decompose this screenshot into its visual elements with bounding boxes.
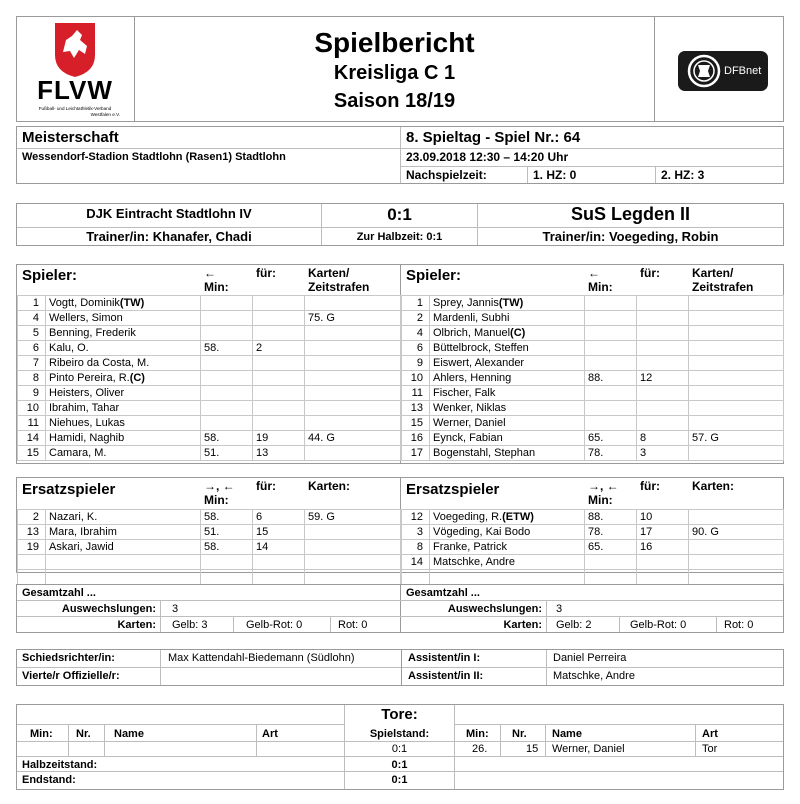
player-card: 44. G xyxy=(305,431,401,446)
away-subs-fuer-label: für: xyxy=(640,479,660,493)
flvw-logo xyxy=(30,20,120,120)
player-number: 10 xyxy=(18,401,46,416)
player-number: 6 xyxy=(402,341,430,356)
player-number: 1 xyxy=(18,296,46,311)
player-sub-minute xyxy=(201,326,253,341)
away-subs-min-label: Min: xyxy=(588,493,613,507)
player-card xyxy=(305,296,401,311)
player-number: 8 xyxy=(18,371,46,386)
player-number: 11 xyxy=(402,386,430,401)
player-card xyxy=(305,386,401,401)
player-row xyxy=(18,555,401,570)
home-subs-total-label: Auswechslungen: xyxy=(61,603,156,615)
dfb-emblem-icon xyxy=(684,51,724,91)
goal-away-type: Tor xyxy=(702,743,718,755)
player-row xyxy=(18,570,401,585)
player-replaced-by: 19 xyxy=(253,431,305,446)
player-replaced-by xyxy=(637,326,689,341)
assistant-2-label: Assistent/in II: xyxy=(408,670,484,682)
player-name xyxy=(46,570,201,585)
away-subs-table xyxy=(401,509,784,585)
player-sub-minute: 88. xyxy=(585,371,637,386)
player-replaced-by xyxy=(253,416,305,431)
player-name: Franke, Patrick xyxy=(430,540,585,555)
player-row xyxy=(402,296,784,311)
matchday-number: 8. Spieltag - Spiel Nr.: 64 xyxy=(406,129,581,146)
player-number: 9 xyxy=(402,356,430,371)
player-name: Kalu, O. xyxy=(46,341,201,356)
home-totals-label: Gesamtzahl ... xyxy=(22,587,96,599)
player-card xyxy=(689,296,784,311)
player-name: Nazari, K. xyxy=(46,510,201,525)
player-card xyxy=(689,341,784,356)
player-row xyxy=(402,416,784,431)
player-name: Bogenstahl, Stephan xyxy=(430,446,585,461)
player-number: 10 xyxy=(402,371,430,386)
fourth-official-label: Vierte/r Offizielle/r: xyxy=(22,670,120,682)
player-sub-minute xyxy=(585,311,637,326)
player-number: 2 xyxy=(18,510,46,525)
away-subs-arrow-label: →, ← xyxy=(588,479,619,493)
player-replaced-by xyxy=(637,386,689,401)
halftime-score: Zur Halbzeit: 0:1 xyxy=(356,231,443,243)
player-number: 4 xyxy=(402,326,430,341)
player-sub-minute: 58. xyxy=(201,341,253,356)
goal-away-scorer: Werner, Daniel xyxy=(552,743,625,755)
player-name: Werner, Daniel xyxy=(430,416,585,431)
player-number: 16 xyxy=(402,431,430,446)
player-card xyxy=(689,386,784,401)
player-row xyxy=(18,326,401,341)
player-card xyxy=(305,555,401,570)
player-number: 1 xyxy=(402,296,430,311)
home-players-heading: Spieler: xyxy=(22,267,78,284)
goals-home-name-header: Name xyxy=(114,728,144,740)
player-card xyxy=(689,371,784,386)
player-card xyxy=(689,570,784,585)
player-sub-minute xyxy=(585,570,637,585)
away-players-table xyxy=(401,295,784,461)
player-name xyxy=(430,570,585,585)
player-name: Askari, Jawid xyxy=(46,540,201,555)
player-card xyxy=(305,446,401,461)
goals-away-min-header: Min: xyxy=(466,728,489,740)
player-name: Büttelbrock, Steffen xyxy=(430,341,585,356)
player-sub-minute xyxy=(585,401,637,416)
home-players-table xyxy=(17,295,401,461)
player-sub-minute: 58. xyxy=(201,431,253,446)
player-row xyxy=(402,555,784,570)
away-cards-label-2: Zeitstrafen xyxy=(692,280,754,294)
player-card xyxy=(305,341,401,356)
away-team-name: SuS Legden II xyxy=(570,204,690,224)
home-subs-total: 3 xyxy=(172,603,179,615)
home-subs-min-label: Min: xyxy=(204,493,229,507)
player-role-tag: (TW) xyxy=(119,297,145,309)
player-replaced-by xyxy=(637,311,689,326)
player-sub-minute: 58. xyxy=(201,510,253,525)
player-number: 11 xyxy=(18,416,46,431)
player-card xyxy=(305,570,401,585)
venue: Wessendorf-Stadion Stadtlohn (Rasen1) Stadtlohn xyxy=(22,151,286,163)
halftime-result: 0:1 xyxy=(391,759,408,771)
halftime-label: Halbzeitstand: xyxy=(22,759,98,771)
player-sub-minute xyxy=(585,386,637,401)
player-name: Eiswert, Alexander xyxy=(430,356,585,371)
player-card xyxy=(689,555,784,570)
home-cards-label-2: Zeitstrafen xyxy=(308,280,370,294)
flvw-logo-text: FLVW xyxy=(37,75,113,105)
away-subs-cards-label: Karten: xyxy=(692,479,735,493)
player-row xyxy=(402,540,784,555)
goal-away-minute: 26. xyxy=(472,743,488,755)
player-replaced-by: 12 xyxy=(637,371,689,386)
player-sub-minute xyxy=(201,570,253,585)
first-half-stoppage: 1. HZ: 0 xyxy=(533,168,577,182)
player-row xyxy=(18,296,401,311)
player-replaced-by: 6 xyxy=(253,510,305,525)
player-sub-minute xyxy=(201,311,253,326)
player-card: 59. G xyxy=(305,510,401,525)
player-replaced-by: 10 xyxy=(637,510,689,525)
player-sub-minute: 65. xyxy=(585,431,637,446)
dfbnet-logo-text: DFBnet xyxy=(724,65,762,77)
assistant-1-name: Daniel Perreira xyxy=(553,652,627,664)
league-name: Kreisliga C 1 xyxy=(333,62,456,84)
player-replaced-by: 15 xyxy=(253,525,305,540)
player-row xyxy=(402,386,784,401)
goals-score-header: Spielstand: xyxy=(369,728,430,740)
player-name: Matschke, Andre xyxy=(430,555,585,570)
player-number xyxy=(402,570,430,585)
player-card xyxy=(689,401,784,416)
player-role-tag: (C) xyxy=(129,372,145,384)
player-row xyxy=(402,371,784,386)
away-totals-label: Gesamtzahl ... xyxy=(406,587,480,599)
home-subs-arrow-label: →, ← xyxy=(204,479,235,493)
competition-type: Meisterschaft xyxy=(22,129,119,146)
player-row xyxy=(402,525,784,540)
player-sub-minute: 78. xyxy=(585,525,637,540)
player-sub-minute xyxy=(585,341,637,356)
player-replaced-by xyxy=(637,401,689,416)
player-card xyxy=(689,326,784,341)
away-fuer-label: für: xyxy=(640,266,660,280)
stoppage-time-label: Nachspielzeit: xyxy=(406,168,487,182)
player-row xyxy=(402,356,784,371)
goals-away-nr-header: Nr. xyxy=(512,728,527,740)
player-row xyxy=(18,446,401,461)
player-number: 13 xyxy=(18,525,46,540)
player-replaced-by xyxy=(637,570,689,585)
player-name: Olbrich, Manuel(C) xyxy=(430,326,585,341)
player-number: 13 xyxy=(402,401,430,416)
away-cards-total-label: Karten: xyxy=(503,619,542,631)
home-fuer-label: für: xyxy=(256,266,276,280)
away-subs-total: 3 xyxy=(556,603,563,615)
player-sub-minute: 88. xyxy=(585,510,637,525)
player-number: 4 xyxy=(18,311,46,326)
player-card xyxy=(689,446,784,461)
player-row xyxy=(402,570,784,585)
player-replaced-by xyxy=(253,296,305,311)
player-role-tag: (ETW) xyxy=(502,511,534,523)
player-row xyxy=(18,386,401,401)
goals-away-art-header: Art xyxy=(702,728,718,740)
home-subs-cards-label: Karten: xyxy=(308,479,351,493)
player-sub-minute xyxy=(201,356,253,371)
player-row xyxy=(18,371,401,386)
player-number xyxy=(18,555,46,570)
player-sub-minute: 51. xyxy=(201,446,253,461)
home-red-total: Rot: 0 xyxy=(338,619,368,631)
player-name: Heisters, Oliver xyxy=(46,386,201,401)
away-subs-total-label: Auswechslungen: xyxy=(447,603,542,615)
player-name: Voegeding, R.(ETW) xyxy=(430,510,585,525)
player-card xyxy=(689,510,784,525)
player-name: Ribeiro da Costa, M. xyxy=(46,356,201,371)
player-sub-minute xyxy=(201,296,253,311)
player-sub-minute: 58. xyxy=(201,540,253,555)
player-sub-minute xyxy=(201,386,253,401)
player-row xyxy=(402,401,784,416)
player-replaced-by xyxy=(253,401,305,416)
player-row xyxy=(18,510,401,525)
player-replaced-by xyxy=(637,555,689,570)
player-replaced-by xyxy=(637,356,689,371)
player-row xyxy=(402,446,784,461)
away-red-total: Rot: 0 xyxy=(724,619,754,631)
away-yellowred-total: Gelb-Rot: 0 xyxy=(630,619,687,631)
second-half-stoppage: 2. HZ: 3 xyxy=(661,168,705,182)
assistant-2-name: Matschke, Andre xyxy=(553,670,635,682)
player-name: Wellers, Simon xyxy=(46,311,201,326)
player-name xyxy=(46,555,201,570)
season-label: Saison 18/19 xyxy=(333,90,456,112)
player-card xyxy=(305,401,401,416)
player-sub-minute xyxy=(201,555,253,570)
goal-away-number: 15 xyxy=(526,743,539,755)
player-sub-minute xyxy=(585,416,637,431)
player-replaced-by xyxy=(637,341,689,356)
player-number: 19 xyxy=(18,540,46,555)
player-row xyxy=(18,431,401,446)
player-card: 57. G xyxy=(689,431,784,446)
player-number: 9 xyxy=(18,386,46,401)
player-name: Hamidi, Naghib xyxy=(46,431,201,446)
flvw-shield-icon xyxy=(30,20,120,78)
player-replaced-by: 14 xyxy=(253,540,305,555)
goal-running-score: 0:1 xyxy=(391,743,408,755)
away-min-label: Min: xyxy=(588,280,613,294)
player-number: 2 xyxy=(402,311,430,326)
player-name: Camara, M. xyxy=(46,446,201,461)
away-arrow-out-label: ← xyxy=(588,266,600,280)
home-coach: Trainer/in: Khanafer, Chadi xyxy=(86,229,252,244)
player-card xyxy=(305,356,401,371)
player-row xyxy=(402,510,784,525)
player-name: Mardenli, Subhi xyxy=(430,311,585,326)
player-card xyxy=(689,311,784,326)
player-replaced-by xyxy=(253,386,305,401)
goals-title: Tore: xyxy=(381,706,418,723)
player-name: Vögeding, Kai Bodo xyxy=(430,525,585,540)
player-row xyxy=(18,540,401,555)
player-card xyxy=(305,326,401,341)
player-replaced-by xyxy=(637,416,689,431)
player-sub-minute: 65. xyxy=(585,540,637,555)
player-replaced-by xyxy=(637,296,689,311)
flvw-logo-subtitle: Fußball- und Leichtathletik-Verband xyxy=(38,106,112,111)
player-number: 3 xyxy=(402,525,430,540)
player-replaced-by xyxy=(253,555,305,570)
away-subs-heading: Ersatzspieler xyxy=(406,481,500,498)
home-team-name: DJK Eintracht Stadtlohn IV xyxy=(86,206,252,221)
player-card: 90. G xyxy=(689,525,784,540)
player-card xyxy=(305,525,401,540)
player-replaced-by: 3 xyxy=(637,446,689,461)
player-row xyxy=(402,341,784,356)
player-replaced-by: 2 xyxy=(253,341,305,356)
player-card: 75. G xyxy=(305,311,401,326)
final-result: 0:1 xyxy=(391,774,408,786)
flvw-logo-subtitle2: Westfalen e.V. xyxy=(90,112,120,117)
player-number: 15 xyxy=(18,446,46,461)
player-role-tag: (TW) xyxy=(498,297,524,309)
player-name: Vogtt, Dominik(TW) xyxy=(46,296,201,311)
player-name: Benning, Frederik xyxy=(46,326,201,341)
player-replaced-by xyxy=(253,326,305,341)
player-replaced-by xyxy=(253,356,305,371)
page-title: Spielbericht xyxy=(314,27,475,58)
player-row xyxy=(402,311,784,326)
player-card xyxy=(689,540,784,555)
away-coach: Trainer/in: Voegeding, Robin xyxy=(542,229,719,244)
player-row xyxy=(18,416,401,431)
player-name: Wenker, Niklas xyxy=(430,401,585,416)
match-datetime: 23.09.2018 12:30 – 14:20 Uhr xyxy=(406,150,569,164)
player-name: Fischer, Falk xyxy=(430,386,585,401)
home-subs-table xyxy=(17,509,401,585)
player-name: Ibrahim, Tahar xyxy=(46,401,201,416)
player-card xyxy=(305,416,401,431)
player-number: 14 xyxy=(18,431,46,446)
home-arrow-out-label: ← xyxy=(204,266,216,280)
player-replaced-by: 17 xyxy=(637,525,689,540)
player-replaced-by: 13 xyxy=(253,446,305,461)
goals-away-name-header: Name xyxy=(552,728,582,740)
referee-label: Schiedsrichter/in: xyxy=(22,652,115,664)
goals-home-nr-header: Nr. xyxy=(76,728,91,740)
player-name: Sprey, Jannis(TW) xyxy=(430,296,585,311)
player-number xyxy=(18,570,46,585)
player-replaced-by: 8 xyxy=(637,431,689,446)
player-replaced-by xyxy=(253,371,305,386)
player-row xyxy=(18,525,401,540)
goals-home-min-header: Min: xyxy=(30,728,53,740)
player-row xyxy=(18,356,401,371)
player-replaced-by xyxy=(253,311,305,326)
player-sub-minute xyxy=(585,296,637,311)
player-number: 6 xyxy=(18,341,46,356)
away-players-heading: Spieler: xyxy=(406,267,462,284)
home-subs-fuer-label: für: xyxy=(256,479,276,493)
player-number: 14 xyxy=(402,555,430,570)
home-yellowred-total: Gelb-Rot: 0 xyxy=(246,619,303,631)
player-row xyxy=(18,401,401,416)
home-min-label: Min: xyxy=(204,280,229,294)
away-cards-label: Karten/ xyxy=(692,266,734,280)
player-row xyxy=(18,311,401,326)
player-number: 5 xyxy=(18,326,46,341)
player-sub-minute xyxy=(201,416,253,431)
player-number: 12 xyxy=(402,510,430,525)
player-name: Niehues, Lukas xyxy=(46,416,201,431)
player-replaced-by xyxy=(253,570,305,585)
away-yellow-total: Gelb: 2 xyxy=(556,619,592,631)
player-replaced-by: 16 xyxy=(637,540,689,555)
player-sub-minute xyxy=(585,356,637,371)
player-number: 8 xyxy=(402,540,430,555)
player-sub-minute xyxy=(585,326,637,341)
assistant-1-label: Assistent/in I: xyxy=(408,652,481,664)
player-name: Ahlers, Henning xyxy=(430,371,585,386)
home-cards-label: Karten/ xyxy=(308,266,350,280)
player-name: Pinto Pereira, R.(C) xyxy=(46,371,201,386)
player-name: Mara, Ibrahim xyxy=(46,525,201,540)
player-number: 7 xyxy=(18,356,46,371)
player-sub-minute xyxy=(201,371,253,386)
player-row xyxy=(402,431,784,446)
goals-home-art-header: Art xyxy=(262,728,278,740)
player-number: 15 xyxy=(402,416,430,431)
player-card xyxy=(305,540,401,555)
player-number: 17 xyxy=(402,446,430,461)
dfbnet-logo xyxy=(678,51,768,91)
player-sub-minute xyxy=(585,555,637,570)
final-score: 0:1 xyxy=(387,205,412,224)
player-card xyxy=(305,371,401,386)
player-card xyxy=(689,356,784,371)
player-row xyxy=(402,326,784,341)
home-cards-total-label: Karten: xyxy=(117,619,156,631)
final-label: Endstand: xyxy=(22,774,76,786)
player-role-tag: (C) xyxy=(510,327,526,339)
player-row xyxy=(18,341,401,356)
referee-name: Max Kattendahl-Biedemann (Südlohn) xyxy=(168,652,355,664)
player-sub-minute: 78. xyxy=(585,446,637,461)
player-name: Eynck, Fabian xyxy=(430,431,585,446)
player-sub-minute xyxy=(201,401,253,416)
player-sub-minute: 51. xyxy=(201,525,253,540)
home-subs-heading: Ersatzspieler xyxy=(22,481,116,498)
player-card xyxy=(689,416,784,431)
home-yellow-total: Gelb: 3 xyxy=(172,619,208,631)
